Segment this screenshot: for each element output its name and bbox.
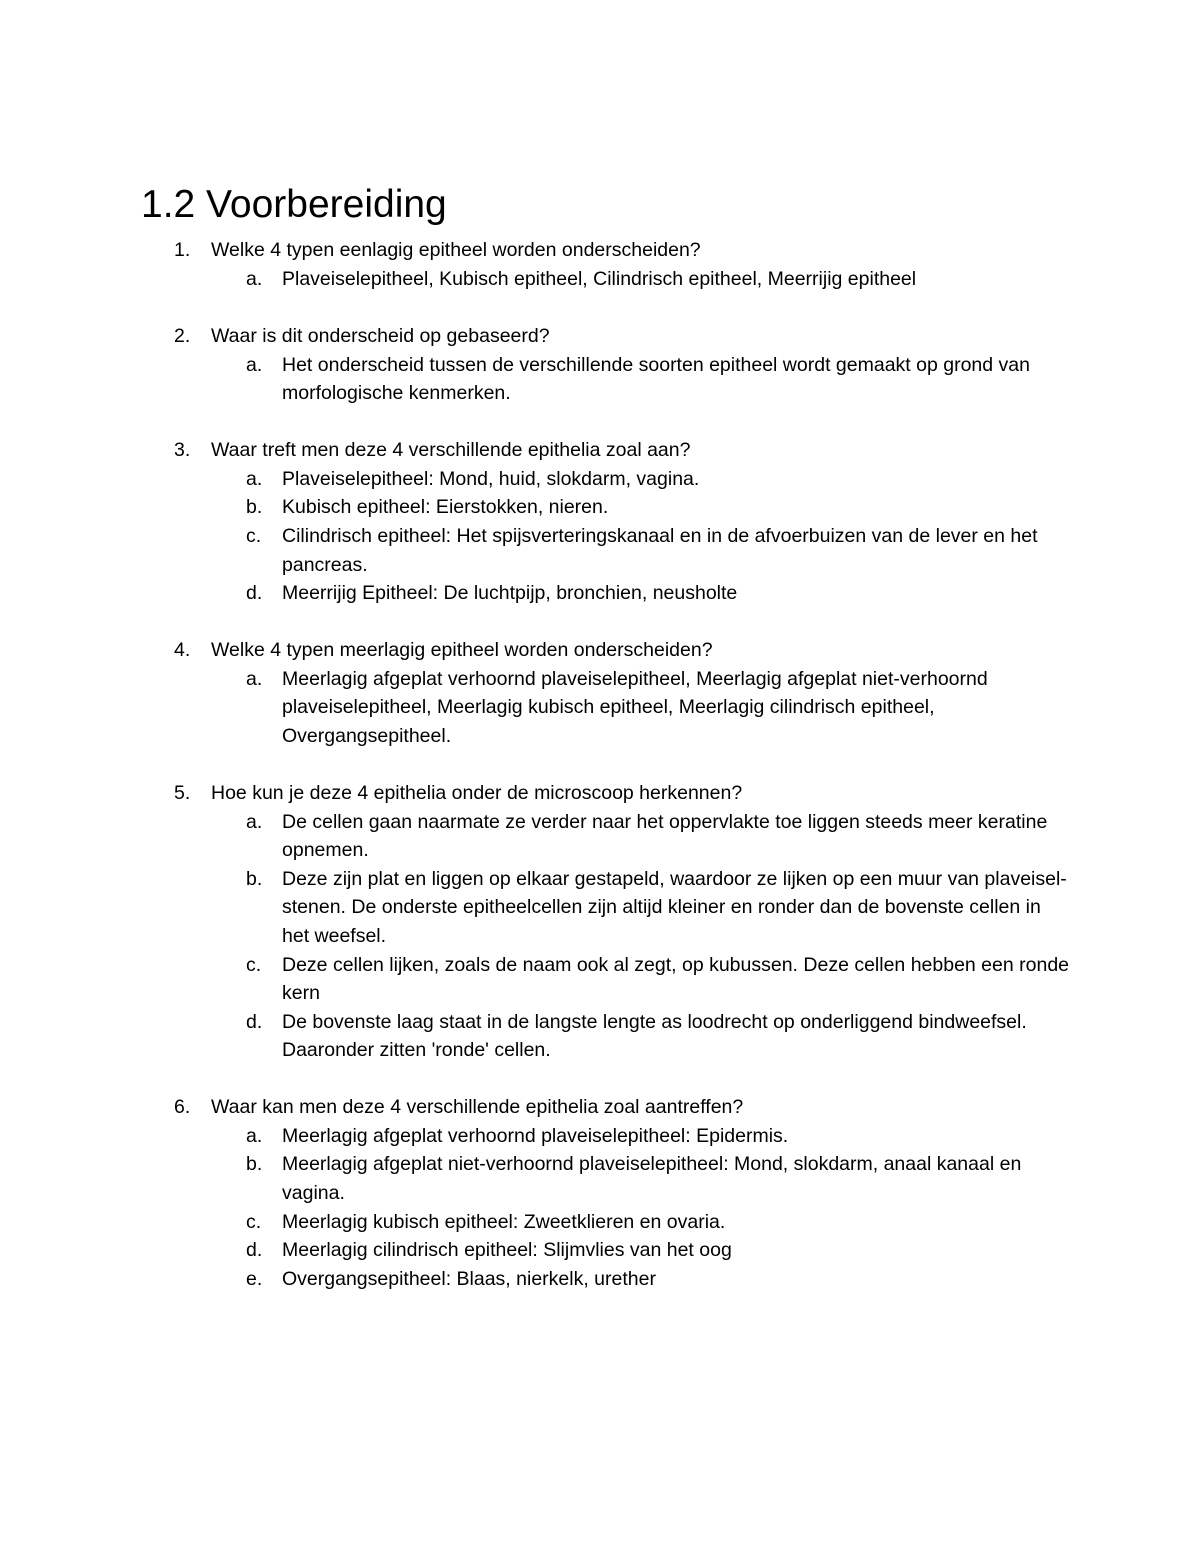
answer-item [0, 265, 1200, 294]
answer-letter: d. [246, 582, 263, 605]
question-text: Waar treft men deze 4 verschillende epithelia zoal aan? [211, 438, 691, 461]
answer-letter: b. [246, 867, 263, 890]
answer-letter: d. [246, 1239, 263, 1262]
question-number: 4. [174, 638, 191, 661]
question-item [0, 1093, 1200, 1294]
answer-text: Meerlagig afgeplat verhoornd plaveiselepitheel, Meerlagig afgeplat niet-verhoornd plaveiselepitheel, Meerlagig kubisch epitheel, Meerlagig cilindrisch epitheel, Overgangsepitheel. [282, 667, 988, 747]
answer-text: Kubisch epitheel: Eierstokken, nieren. [282, 496, 609, 519]
question-number: 2. [174, 324, 191, 347]
answer-item [0, 493, 1200, 522]
answer-text: Meerlagig afgeplat niet-verhoornd plaveiselepitheel: Mond, slokdarm, anaal kanaal en vagina. [282, 1153, 1022, 1205]
question-number: 6. [174, 1095, 191, 1118]
answer-text: Deze cellen lijken, zoals de naam ook al zegt, op kubussen. Deze cellen hebben een ronde kern [282, 953, 1070, 1005]
answer-letter: a. [246, 667, 263, 690]
answer-item [0, 1150, 1200, 1207]
answer-text: De cellen gaan naarmate ze verder naar het oppervlakte toe liggen steeds meer keratine opnemen. [282, 810, 1048, 862]
answer-text: Meerlagig cilindrisch epitheel: Slijmvlies van het oog [282, 1239, 732, 1262]
answer-item [0, 1008, 1200, 1065]
answer-item [0, 351, 1200, 408]
answer-item [0, 665, 1200, 751]
answer-letter: c. [246, 524, 262, 547]
answer-letter: b. [246, 496, 263, 519]
question-text: Welke 4 typen eenlagig epitheel worden onderscheiden? [211, 239, 701, 261]
answer-text: Plaveiselepitheel, Kubisch epitheel, Cilindrisch epitheel, Meerrijig epitheel [282, 268, 917, 290]
page-title: 1.2 Voorbereiding [141, 183, 447, 226]
question-text: Hoe kun je deze 4 epithelia onder de microscoop herkennen? [211, 781, 743, 804]
answer-text: Meerlagig afgeplat verhoornd plaveiselepitheel: Epidermis. [282, 1124, 789, 1147]
answer-letter: a. [246, 268, 263, 290]
answer-letter: c. [246, 953, 262, 976]
answer-text: Meerlagig kubisch epitheel: Zweetklieren en ovaria. [282, 1210, 726, 1233]
question-item [0, 636, 1200, 751]
answer-letter: d. [246, 1010, 263, 1033]
question-list [0, 236, 1200, 1321]
answer-text: Cilindrisch epitheel: Het spijsverteringskanaal en in de afvoerbuizen van de lever en het pancreas. [282, 524, 1038, 576]
question-number: 1. [174, 239, 191, 261]
answer-item [0, 951, 1200, 1008]
question-text: Welke 4 typen meerlagig epitheel worden onderscheiden? [211, 638, 713, 661]
answer-item [0, 865, 1200, 951]
answer-letter: a. [246, 353, 263, 376]
answer-item [0, 1265, 1200, 1294]
question-number: 3. [174, 438, 191, 461]
answer-text: Overgangsepitheel: Blaas, nierkelk, urether [282, 1267, 656, 1290]
question-number: 5. [174, 781, 191, 804]
answer-letter: e. [246, 1267, 263, 1290]
answer-text: Het onderscheid tussen de verschillende soorten epitheel wordt gemaakt op grond van morfologische kenmerken. [282, 353, 1030, 405]
answer-item [0, 1236, 1200, 1265]
question-item [0, 236, 1200, 294]
question-item [0, 779, 1200, 1065]
answer-item [0, 522, 1200, 579]
answer-item [0, 808, 1200, 865]
answer-item [0, 1208, 1200, 1237]
answer-letter: a. [246, 1124, 263, 1147]
answer-letter: c. [246, 1210, 262, 1233]
answer-letter: a. [246, 810, 263, 833]
answer-item [0, 1122, 1200, 1151]
question-text: Waar is dit onderscheid op gebaseerd? [211, 324, 550, 347]
answer-text: De bovenste laag staat in de langste lengte as loodrecht op onderliggend bindweefsel. Daaronder zitten 'ronde' cellen. [282, 1010, 1027, 1062]
answer-letter: b. [246, 1153, 263, 1176]
answer-text: Deze zijn plat en liggen op elkaar gestapeld, waardoor ze lijken op een muur van plaveisel-stenen. De onderste epitheelcellen zijn altijd kleiner en ronder dan de bovenste cellen in het weefsel. [282, 867, 1067, 947]
question-text: Waar kan men deze 4 verschillende epithelia zoal aantreffen? [211, 1095, 744, 1118]
answer-item [0, 465, 1200, 494]
answer-text: Meerrijig Epitheel: De luchtpijp, bronchien, neusholte [282, 582, 738, 605]
answer-item [0, 579, 1200, 608]
answer-text: Plaveiselepitheel: Mond, huid, slokdarm, vagina. [282, 467, 700, 490]
question-item [0, 436, 1200, 608]
question-item [0, 322, 1200, 408]
answer-letter: a. [246, 467, 263, 490]
